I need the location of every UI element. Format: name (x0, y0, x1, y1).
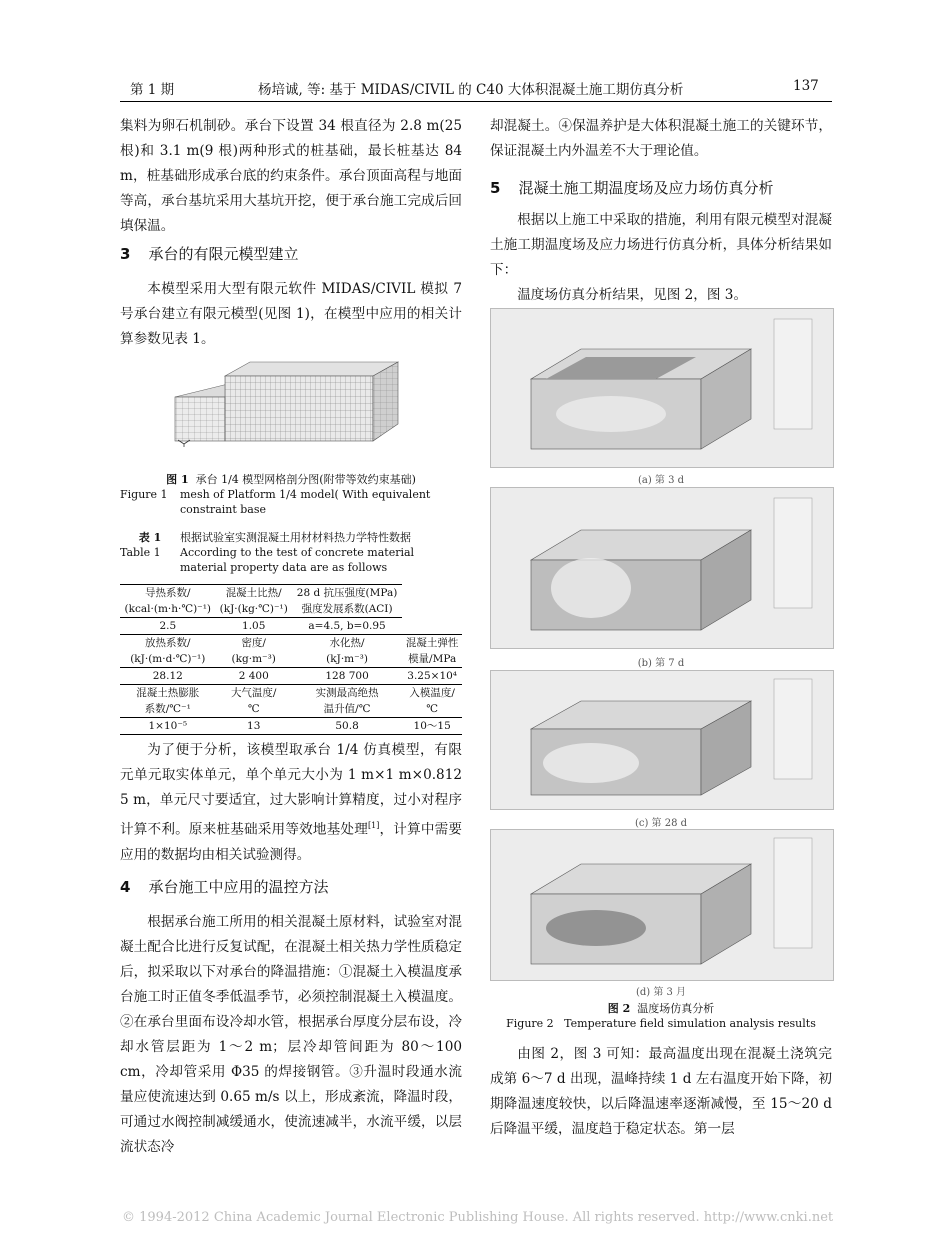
figure-2c-panel (490, 670, 834, 810)
figure-2b-caption: (b) 第 7 d (637, 658, 685, 669)
table-row: 混凝土热膨胀 大气温度/ 实测最高绝热 入模温度/ (120, 685, 462, 702)
figure-2-caption: 图 2 温度场仿真分析 Figure 2 Temperature field simulation analysis results (506, 1002, 816, 1030)
running-title: 杨培诚, 等: 基于 MIDAS/CIVIL 的 C40 大体积混凝土施工期仿真分析 (258, 82, 684, 98)
table-1 (120, 584, 462, 735)
section-3-paragraph: 本模型采用大型有限元软件 MIDAS/CIVIL 模拟 7 号承台建立有限元模型(见图 1)，在模型中应用的相关计算参数见表 1。 (120, 281, 462, 347)
section-4-heading: 4 承台施工中应用的温控方法 (120, 878, 329, 896)
table-row: 放热系数/ 密度/ 水化热/ 混凝土弹性 (120, 635, 462, 652)
table-1-caption: 表 1 根据试验室实测混凝土用材材料热力学特性数据 Table 1 According to the test of concrete material material property data are as follows (120, 531, 415, 574)
citation: [1] (368, 821, 380, 830)
issue-number: 第 1 期 (130, 82, 175, 98)
figure-2d-caption: (d) 第 3 月 (635, 987, 687, 998)
table-row: (kcal·(m·h·℃)⁻¹) (kJ·(kg·℃)⁻¹) 强度发展系数(ACI) (124, 603, 393, 615)
figure-2c-caption: (c) 第 28 d (634, 818, 688, 829)
table-row: 系数/℃⁻¹ ℃ 温升值/℃ ℃ (144, 703, 439, 715)
header-rule (120, 101, 832, 102)
figure-2a-caption: (a) 第 3 d (637, 475, 685, 486)
table-row: 导热系数/ 混凝土比热/ 28 d 抗压强度(MPa) (120, 585, 462, 602)
table-row: (kJ·(m·d·℃)⁻¹) (kg·m⁻³) (kJ·m⁻³) 模量/MPa (130, 653, 457, 665)
page-number: 137 (793, 78, 819, 94)
copyright-footer: © 1994-2012 China Academic Journal Electronic Publishing House. All rights reserved. http://www.cnki.net (122, 1210, 834, 1225)
figure-1-mesh-model (170, 354, 400, 464)
section-5-heading: 5 混凝土施工期温度场及应力场仿真分析 (490, 179, 774, 197)
section-3-heading: 3 承台的有限元模型建立 (120, 245, 299, 263)
table-row: 28.12 2 400 128 700 3.25×10⁴ (120, 668, 462, 685)
results-paragraph: 由图 2，图 3 可知：最高温度出现在混凝土浇筑完成第 6～7 d 出现，温峰持续 1 d 左右温度开始下降，初期降温速度较快，以后降温速率逐渐减慢，至 15～20 d 后降温平缓，温度趋于稳定状态。第一层 (490, 1046, 832, 1137)
figure-2d-panel (490, 829, 834, 981)
figure-1-caption: 图 1 承台 1/4 模型网格剖分图(附带等效约束基础) Figure 1 mesh of Platform 1/4 model( With equivalent constraint base (120, 473, 431, 516)
model-description-paragraph: 为了便于分析，该模型取承台 1/4 仿真模型，有限元单元取实体单元，单个单元大小为 1 m×1 m×0.812 5 m，单元尺寸要适宜，过大影响计算精度，过小对程序计算不利。原来桩基础采用等效地基处理[1]，计算中需要应用的数据均由相关试验测得。 (120, 742, 463, 863)
continued-paragraph: 却混凝土。④保温养护是大体积混凝土施工的关键环节，保证混凝土内外温差不大于理论值。 (490, 118, 832, 159)
intro-paragraph: 集料为卵石机制砂。承台下设置 34 根直径为 2.8 m(25 根)和 3.1 m(9 根)两种形式的桩基础，最长桩基达 84 m，桩基础形成承台底的约束条件。承台顶面高程与地面等高，承台基坑采用大基坑开挖，便于承台施工完成后回填保温。 (120, 118, 462, 234)
table-row: 1×10⁻⁵ 13 50.8 10～15 (120, 718, 462, 735)
table-row: 2.5 1.05 a=4.5, b=0.95 (120, 618, 462, 635)
section-4-paragraph: 根据承台施工所用的相关混凝土原材料，试验室对混凝土配合比进行反复试配，在混凝土相关热力学性质稳定后，拟采取以下对承台的降温措施：①混凝土入模温度承台施工时正值冬季低温季节，必须控制混凝土入模温度。②在承台里面布设冷却水管，根据承台厚度分层布设，冷却水管层距为 1～2 m；层冷却管间距为 80～100 cm，冷却管采用 Φ35 的焊接钢管。③升温时段通水流量应使流速达到 0.65 m/s 以上，形成紊流，降温时段，可通过水阀控制减缓通水，使流速减半，水流平缓，以层流状态冷 (120, 914, 462, 1155)
section-5-paragraph: 根据以上施工中采取的措施，利用有限元模型对混凝土施工期温度场及应力场进行仿真分析，具体分析结果如下： 温度场仿真分析结果，见图 2，图 3。 (490, 212, 832, 303)
figure-2a-panel (490, 308, 834, 468)
figure-2b-panel (490, 487, 834, 649)
